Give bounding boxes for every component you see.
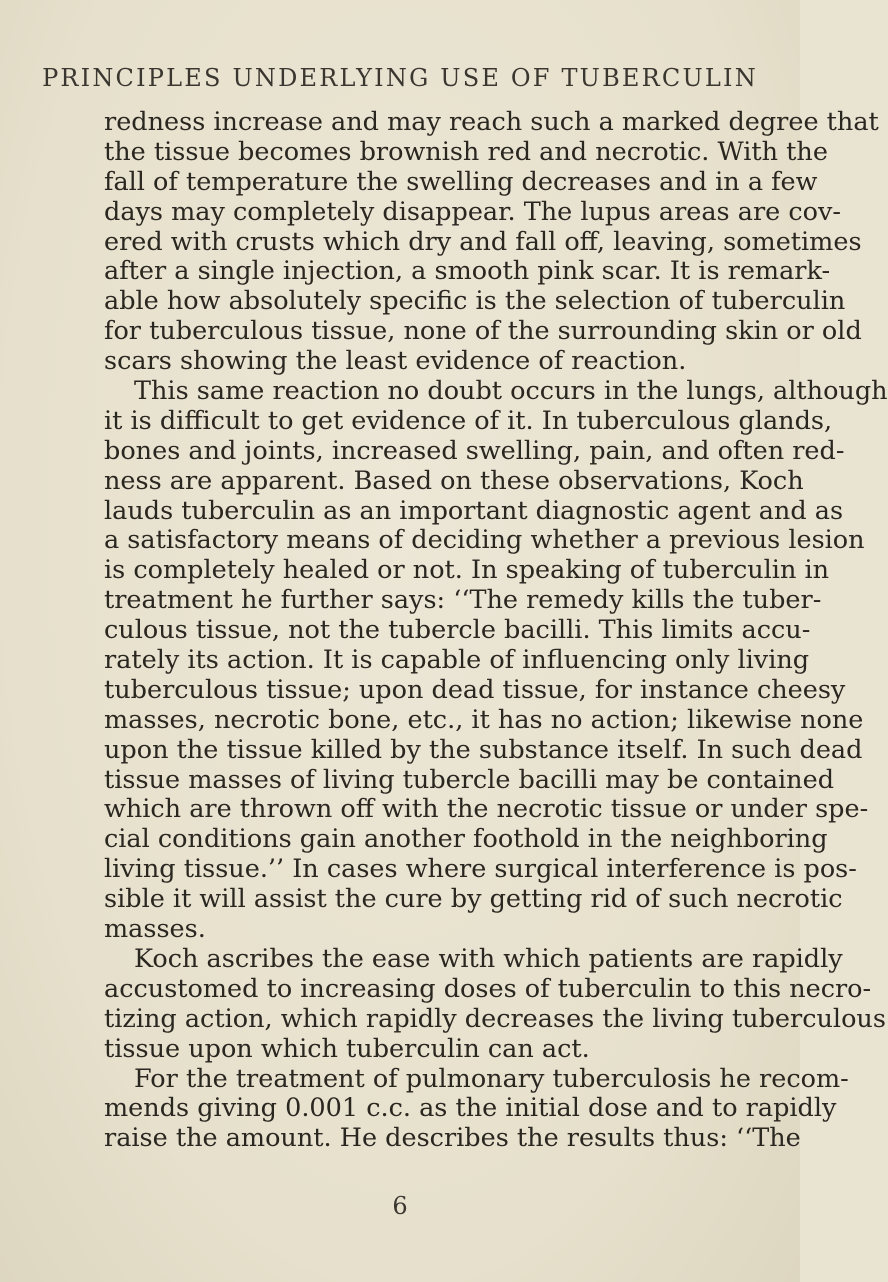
text-line: after a single injection, a smooth pink scar. It is remark- — [104, 256, 831, 287]
text-line: masses, necrotic bone, etc., it has no action; likewise none — [104, 704, 864, 735]
page-number: 6 — [392, 1192, 408, 1220]
text-line: mends giving 0.001 c.c. as the initial dose and to rapidly — [104, 1093, 837, 1124]
text-line: masses. — [104, 914, 206, 945]
text-line: cial conditions gain another foothold in the neighboring — [104, 824, 828, 855]
text-line: bones and joints, increased swelling, pain, and often red- — [104, 435, 845, 466]
text-line: upon the tissue killed by the substance itself. In such dead — [104, 734, 863, 765]
text-line: a satisfactory means of deciding whether a previous lesion — [104, 525, 865, 556]
text-line: the tissue becomes brownish red and necrotic. With the — [104, 136, 828, 167]
text-line: rately its action. It is capable of influencing only living — [104, 645, 810, 676]
text-line: it is difficult to get evidence of it. In tuberculous glands, — [104, 405, 833, 436]
body-text — [104, 107, 888, 1154]
text-line: sible it will assist the cure by getting rid of such necrotic — [104, 884, 843, 915]
text-line: redness increase and may reach such a marked degree that — [104, 107, 879, 137]
text-line: which are thrown off with the necrotic tissue or under spe- — [104, 794, 869, 825]
running-head: PRINCIPLES UNDERLYING USE OF TUBERCULIN — [42, 64, 758, 92]
text-line: Koch ascribes the ease with which patients are rapidly — [134, 943, 843, 974]
text-line: raise the amount. He describes the results thus: ‘‘The — [104, 1123, 801, 1154]
text-line: able how absolutely specific is the selection of tuberculin — [104, 286, 846, 317]
text-line: days may completely disappear. The lupus areas are cov- — [104, 196, 841, 227]
text-line: lauds tuberculin as an important diagnostic agent and as — [104, 495, 844, 526]
text-line: is completely healed or not. In speaking of tuberculin in — [104, 555, 830, 586]
text-line: fall of temperature the swelling decreases and in a few — [104, 166, 818, 197]
text-line: tuberculous tissue; upon dead tissue, for instance cheesy — [104, 674, 846, 705]
text-line: accustomed to increasing doses of tuberculin to this necro- — [104, 973, 872, 1004]
text-line: This same reaction no doubt occurs in the lungs, although — [134, 376, 888, 407]
text-line: culous tissue, not the tubercle bacilli. This limits accu- — [104, 615, 811, 646]
text-line: For the treatment of pulmonary tuberculosis he recom- — [134, 1063, 849, 1094]
text-line: living tissue.’’ In cases where surgical interference is pos- — [104, 854, 857, 885]
text-line: for tuberculous tissue, none of the surrounding skin or old — [104, 316, 862, 347]
text-line: ness are apparent. Based on these observations, Koch — [104, 465, 804, 496]
text-line: tizing action, which rapidly decreases the living tuberculous — [104, 1003, 886, 1034]
text-line: tissue upon which tuberculin can act. — [104, 1033, 590, 1064]
text-line: ered with crusts which dry and fall off, leaving, sometimes — [104, 226, 862, 257]
text-line: tissue masses of living tubercle bacilli may be contained — [104, 764, 835, 795]
text-line: treatment he further says: ‘‘The remedy kills the tuber- — [104, 585, 822, 616]
text-line: scars showing the least evidence of reaction. — [104, 346, 687, 377]
